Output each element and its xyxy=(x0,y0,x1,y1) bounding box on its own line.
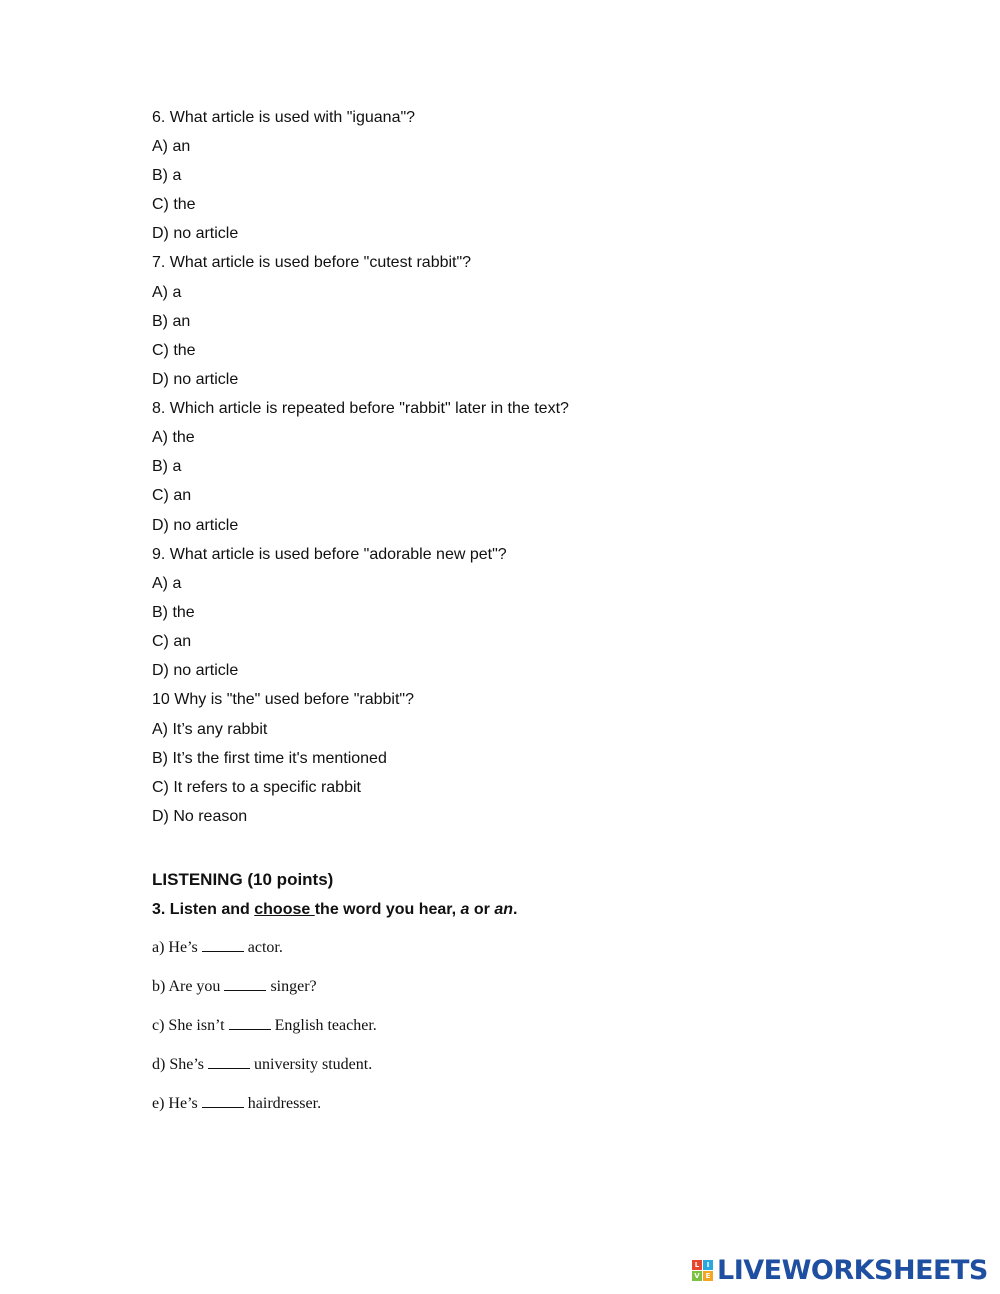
option[interactable]: B) the xyxy=(152,604,195,621)
question-8: 8. Which article is repeated before "rabbit" later in the text? xyxy=(152,400,569,417)
question-7: 7. What article is used before "cutest rabbit"? xyxy=(152,254,472,271)
liveworksheets-logo xyxy=(692,1254,988,1286)
listening-instruction: 3. Listen and choose the word you hear, a or an. xyxy=(152,901,518,918)
option[interactable]: C) the xyxy=(152,196,196,213)
option[interactable]: B) a xyxy=(152,458,182,475)
option[interactable]: D) no article xyxy=(152,662,239,679)
answer-blank[interactable] xyxy=(229,1028,271,1030)
logo-mark-icon: L I V E xyxy=(692,1260,713,1281)
option[interactable]: C) the xyxy=(152,342,196,359)
option[interactable]: B) It’s the first time it's mentioned xyxy=(152,750,387,767)
option[interactable]: A) a xyxy=(152,284,182,301)
option[interactable]: D) no article xyxy=(152,517,239,534)
answer-blank[interactable] xyxy=(202,1106,244,1108)
listening-item-c: c) She isn’t English teacher. xyxy=(152,1017,377,1034)
listening-heading: LISTENING (10 points) xyxy=(152,870,334,889)
option[interactable]: C) an xyxy=(152,633,192,650)
option[interactable]: A) the xyxy=(152,429,195,446)
listening-item-d: d) She’s university student. xyxy=(152,1056,373,1073)
option[interactable]: C) an xyxy=(152,487,192,504)
answer-blank[interactable] xyxy=(208,1067,250,1069)
answer-blank[interactable] xyxy=(202,950,244,952)
question-6: 6. What article is used with "iguana"? xyxy=(152,109,416,126)
option[interactable]: A) a xyxy=(152,575,182,592)
option[interactable]: C) It refers to a specific rabbit xyxy=(152,779,361,796)
listening-item-a: a) He’s actor. xyxy=(152,939,283,956)
logo-text: LIVEWORKSHEETS xyxy=(717,1254,988,1286)
option[interactable]: B) an xyxy=(152,313,191,330)
listening-item-e: e) He’s hairdresser. xyxy=(152,1095,322,1112)
question-10: 10 Why is "the" used before "rabbit"? xyxy=(152,691,414,708)
answer-blank[interactable] xyxy=(224,989,266,991)
option[interactable]: D) No reason xyxy=(152,808,248,825)
option[interactable]: B) a xyxy=(152,167,182,184)
option[interactable]: A) It’s any rabbit xyxy=(152,721,268,738)
option[interactable]: D) no article xyxy=(152,371,239,388)
option[interactable]: D) no article xyxy=(152,225,239,242)
listening-item-b: b) Are you singer? xyxy=(152,978,317,995)
question-9: 9. What article is used before "adorable new pet"? xyxy=(152,546,507,563)
option[interactable]: A) an xyxy=(152,138,191,155)
